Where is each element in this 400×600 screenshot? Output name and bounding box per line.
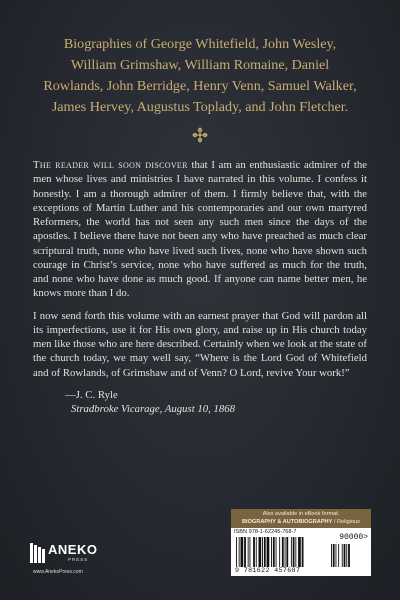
publisher-url[interactable]: www.AnekoPress.com [33, 569, 83, 575]
category-label: BIOGRAPHY & AUTOBIOGRAPHY / Religious [241, 519, 360, 525]
ebook-availability-box [231, 509, 371, 528]
summary-line: Rowlands, John Berridge, Henry Venn, Samuel Walker, [43, 78, 357, 94]
paragraph-2: I now send forth this volume with an earnest prayer that God will pardon all its imperfections, use it for His own glory, and raise up in His church today men like those who are here described. Certainly when we look at the state of the church today, we may well say, “Where is the Lord God of Whitefield and of Rowlands, of Grimshaw and of Venn? O Lord, revive Your work!” [33, 309, 367, 379]
book-stack-logo-icon [28, 541, 48, 565]
isbn-number: ISBN 978-1-62245-768-7 [234, 529, 297, 535]
barcode-panel [231, 528, 371, 576]
barcode-digits: 9 781622 457687 [235, 567, 301, 574]
summary-line: William Grimshaw, William Romaine, Daniel [70, 57, 330, 73]
foreword-text [33, 158, 367, 416]
publisher-logo [28, 539, 108, 581]
paragraph-1 [33, 158, 367, 301]
publisher-name: ANEKO [48, 542, 98, 557]
price-code: 90000> [339, 533, 368, 542]
lead-in: The reader will soon discover [33, 159, 188, 171]
summary-line: James Hervey, Augustus Toplady, and John Fletcher. [51, 99, 349, 115]
paragraph-1-text: that I am an enthusiastic admirer of the men whose lives and ministries I have narrated in this volume. I confess it honestly. I am a thorough admirer of them. I firmly believe that, with the exceptions of Martin Luther and his contemporaries and our own martyred Reformers, the world has not seen any such men since the days of the apostles. I believe there have not been any who have preached as much clear scriptural truth, none who have lived such lives, none who have shown such courage in Christ’s service, none who have suffered as much for the truth, and none who have done as much good. If anyone can name better men, he knows more than I do. [33, 159, 367, 300]
biographies-summary [28, 34, 372, 118]
summary-line: Biographies of George Whitefield, John Wesley, [63, 36, 337, 52]
ebook-note: Also available in eBook format. [262, 511, 340, 517]
signature-place-date: Stradbroke Vicarage, August 10, 1868 [71, 403, 236, 415]
publisher-press: PRESS [68, 557, 89, 562]
cross-flourish-icon [191, 126, 209, 144]
author-signature: —J. C. Ryle [65, 388, 118, 401]
